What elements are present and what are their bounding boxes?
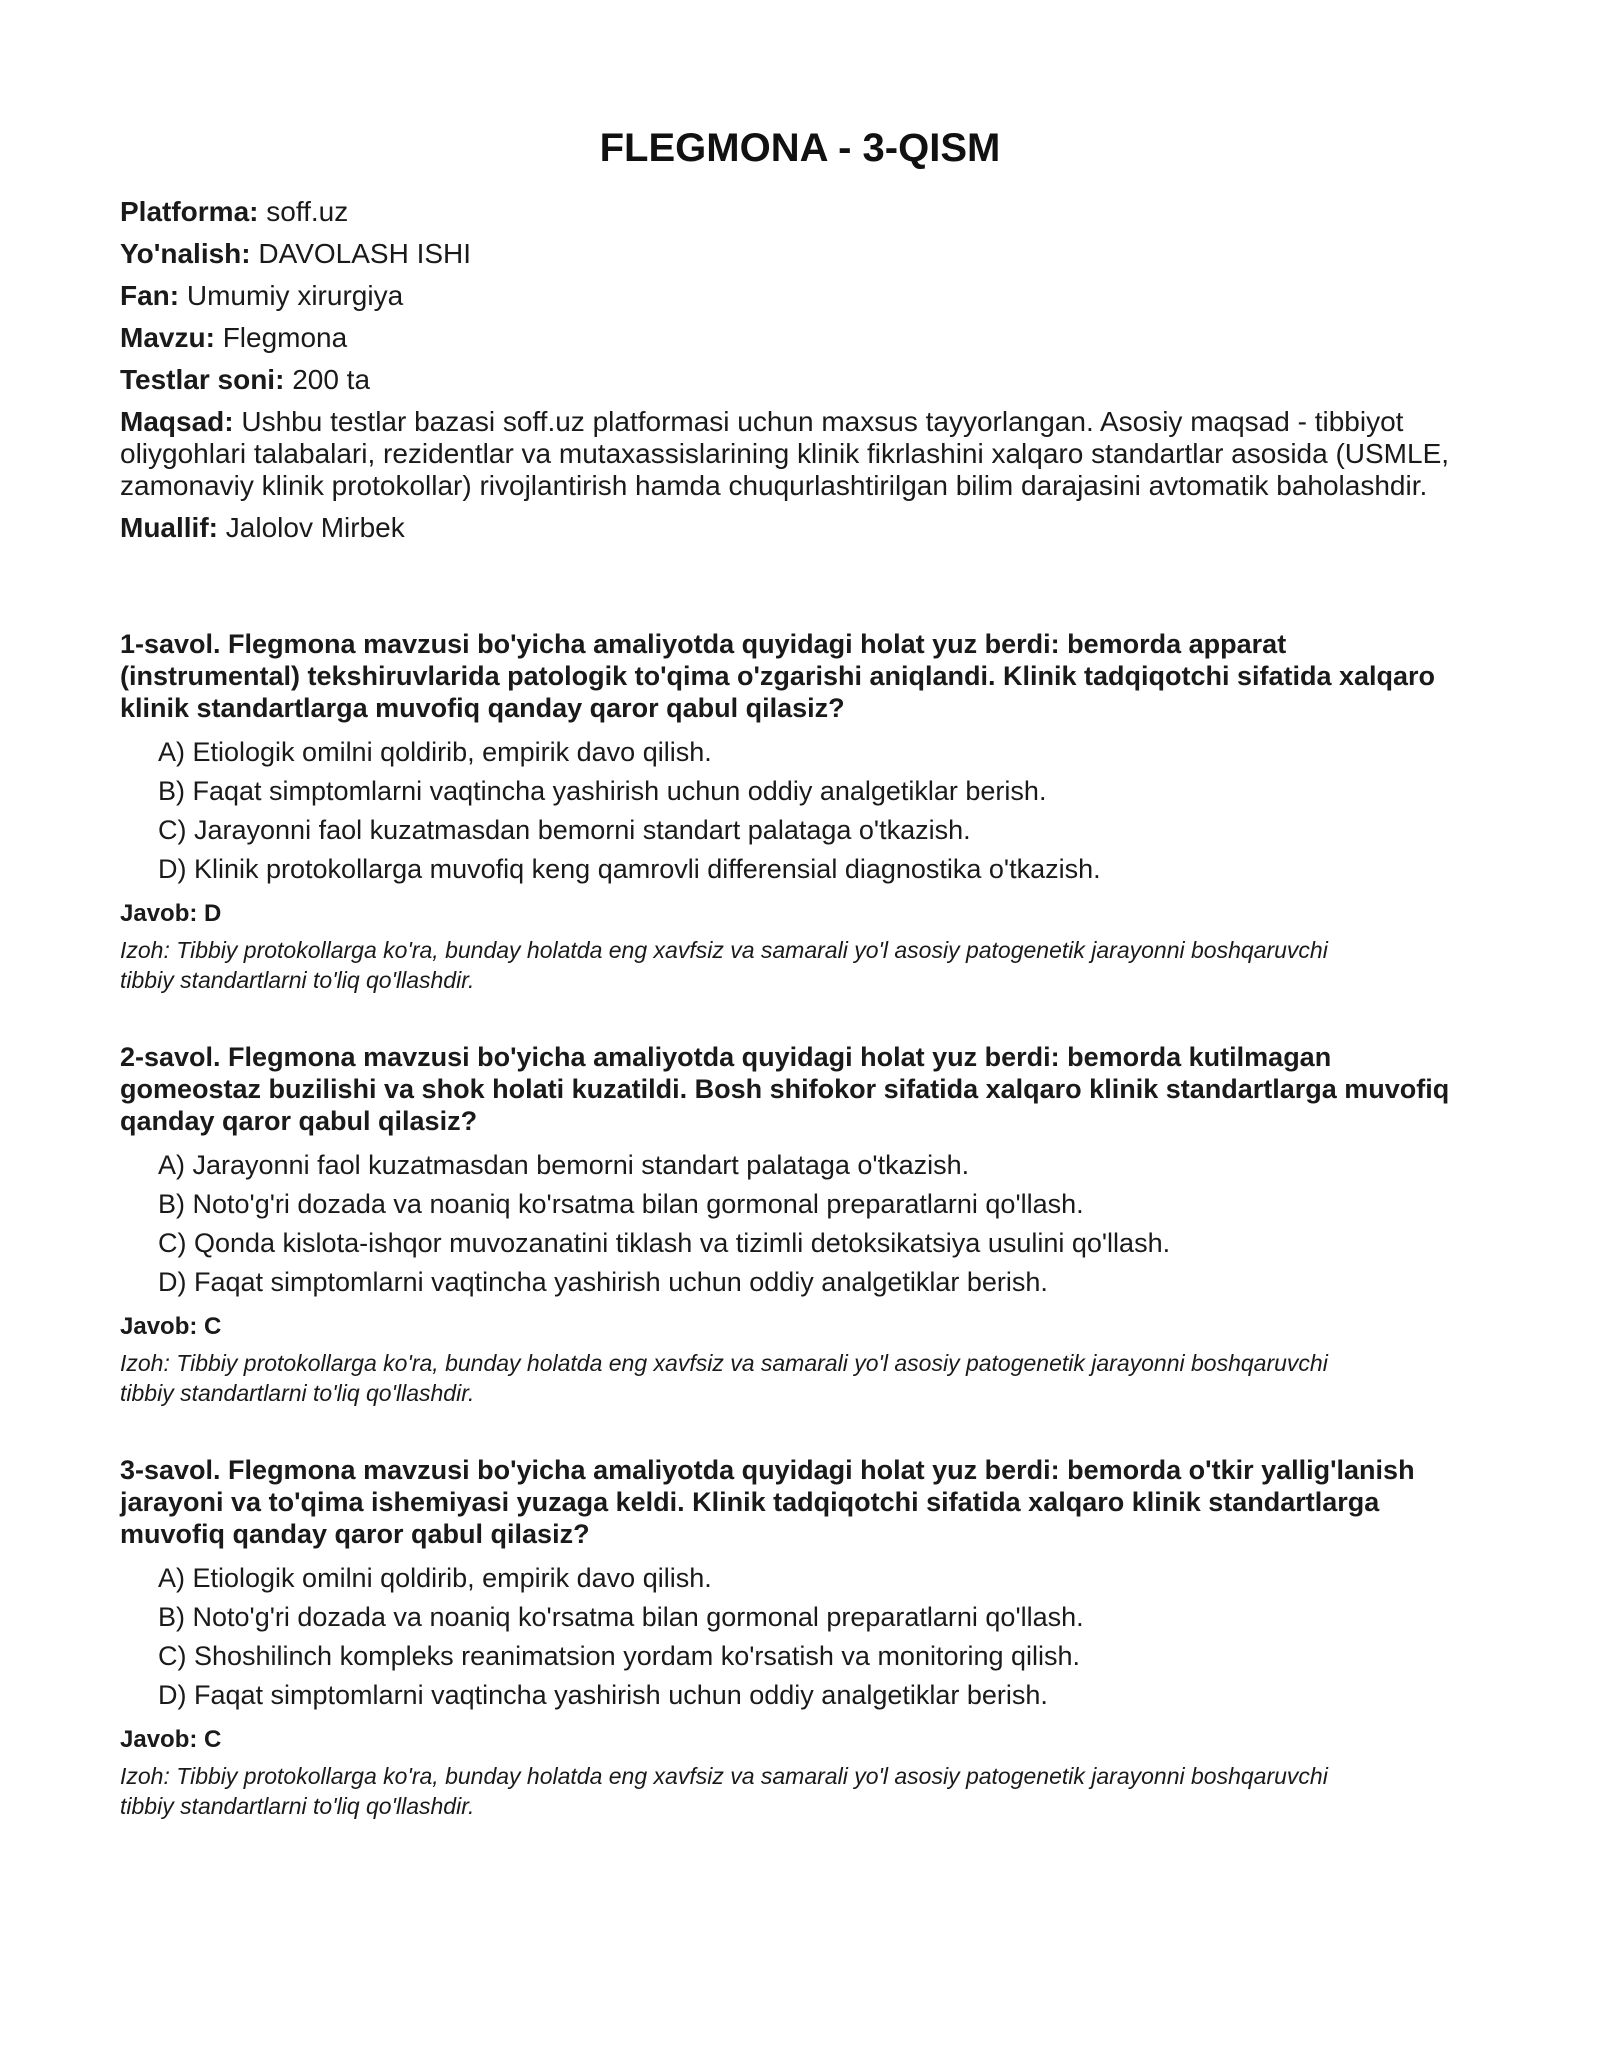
option-c: C) Jarayonni faol kuzatmasdan bemorni standart palataga o'tkazish.: [158, 815, 971, 845]
option-a: A) Etiologik omilni qoldirib, empirik davo qilish.: [158, 1563, 712, 1593]
option-d: D) Faqat simptomlarni vaqtincha yashirish uchun oddiy analgetiklar berish.: [158, 1680, 1048, 1710]
meta-value: soff.uz: [266, 196, 349, 227]
option-c: C) Shoshilinch kompleks reanimatsion yordam ko'rsatish va monitoring qilish.: [158, 1641, 1081, 1671]
meta-value: Ushbu testlar bazasi soff.uz platformasi uchun maxsus tayyorlangan. Asosiy maqsad - tibbiyot oliygohlari talabalari, rezidentlar va mutaxassislarining klinik fikrlashini xalqaro standartlar asosida (USMLE, zamonaviy klinik protokollar) rivojlantirish hamda chuqurlashtirilgan bilim darajasini avtomatik baholashdir.: [120, 406, 1450, 501]
question-3: [120, 1454, 1460, 1821]
meta-direction: [120, 238, 1460, 270]
explanation: Izoh: Tibbiy protokollarga ko'ra, bunday holatda eng xavfsiz va samarali yo'l asosiy patogenetik jarayonni boshqaruvchi tibbiy standartlarni to'liq qo'llashdir.: [120, 937, 1328, 993]
answer: Javob: C: [120, 1313, 222, 1340]
options-list: [120, 1149, 1460, 1298]
option-a: A) Etiologik omilni qoldirib, empirik davo qilish.: [158, 737, 712, 767]
meta-author: [120, 512, 1460, 544]
question-2: [120, 1041, 1460, 1408]
option-b: B) Noto'g'ri dozada va noaniq ko'rsatma bilan gormonal preparatlarni qo'llash.: [158, 1189, 1084, 1219]
options-list: [120, 736, 1460, 885]
option-b: B) Noto'g'ri dozada va noaniq ko'rsatma bilan gormonal preparatlarni qo'llash.: [158, 1602, 1084, 1632]
meta-key: Mavzu:: [120, 322, 215, 353]
meta-value: Jalolov Mirbek: [225, 512, 405, 543]
option-a: A) Jarayonni faol kuzatmasdan bemorni standart palataga o'tkazish.: [158, 1150, 970, 1180]
page-title: FLEGMONA - 3-QISM: [599, 126, 1001, 170]
question-text: 3-savol. Flegmona mavzusi bo'yicha amaliyotda quyidagi holat yuz berdi: bemorda o'tkir yallig'lanish jarayoni va to'qima ishemiyasi yuzaga keldi. Klinik tadqiqotchi sifatida xalqaro klinik standartlarga muvofiq qanday qaror qabul qilasiz?: [120, 1455, 1415, 1549]
meta-test-count: [120, 364, 1460, 396]
meta-subject: [120, 280, 1460, 312]
document-page: [120, 0, 1460, 1821]
meta-value: Flegmona: [222, 322, 348, 353]
explanation: Izoh: Tibbiy protokollarga ko'ra, bunday holatda eng xavfsiz va samarali yo'l asosiy patogenetik jarayonni boshqaruvchi tibbiy standartlarni to'liq qo'llashdir.: [120, 1350, 1328, 1406]
meta-value: 200 ta: [292, 364, 371, 395]
explanation: Izoh: Tibbiy protokollarga ko'ra, bunday holatda eng xavfsiz va samarali yo'l asosiy patogenetik jarayonni boshqaruvchi tibbiy standartlarni to'liq qo'llashdir.: [120, 1763, 1328, 1819]
question-text: 2-savol. Flegmona mavzusi bo'yicha amaliyotda quyidagi holat yuz berdi: bemorda kutilmagan gomeostaz buzilishi va shok holati kuzatildi. Bosh shifokor sifatida xalqaro klinik standartlarga muvofiq qanday qaror qabul qilasiz?: [120, 1042, 1450, 1136]
meta-value: DAVOLASH ISHI: [258, 238, 472, 269]
meta-topic: [120, 322, 1460, 354]
meta-key: Testlar soni:: [120, 364, 285, 395]
question-text: 1-savol. Flegmona mavzusi bo'yicha amaliyotda quyidagi holat yuz berdi: bemorda apparat (instrumental) tekshiruvlarida patologik to'qima o'zgarishi aniqlandi. Klinik tadqiqotchi sifatida xalqaro klinik standartlarga muvofiq qanday qaror qabul qilasiz?: [120, 629, 1436, 723]
meta-purpose: [120, 406, 1460, 502]
option-d: D) Faqat simptomlarni vaqtincha yashirish uchun oddiy analgetiklar berish.: [158, 1267, 1048, 1297]
meta-key: Fan:: [120, 280, 180, 311]
option-b: B) Faqat simptomlarni vaqtincha yashirish uchun oddiy analgetiklar berish.: [158, 776, 1047, 806]
answer: Javob: D: [120, 900, 222, 927]
question-1: [120, 628, 1460, 995]
option-c: C) Qonda kislota-ishqor muvozanatini tiklash va tizimli detoksikatsiya usulini qo'llash.: [158, 1228, 1171, 1258]
meta-key: Muallif:: [120, 512, 218, 543]
meta-key: Maqsad:: [120, 406, 234, 437]
option-d: D) Klinik protokollarga muvofiq keng qamrovli differensial diagnostika o'tkazish.: [158, 854, 1101, 884]
metadata-section: [120, 196, 1460, 544]
meta-platform: [120, 196, 1460, 228]
meta-value: Umumiy xirurgiya: [186, 280, 404, 311]
meta-key: Yo'nalish:: [120, 238, 251, 269]
options-list: [120, 1562, 1460, 1711]
meta-key: Platforma:: [120, 196, 259, 227]
answer: Javob: C: [120, 1726, 222, 1753]
